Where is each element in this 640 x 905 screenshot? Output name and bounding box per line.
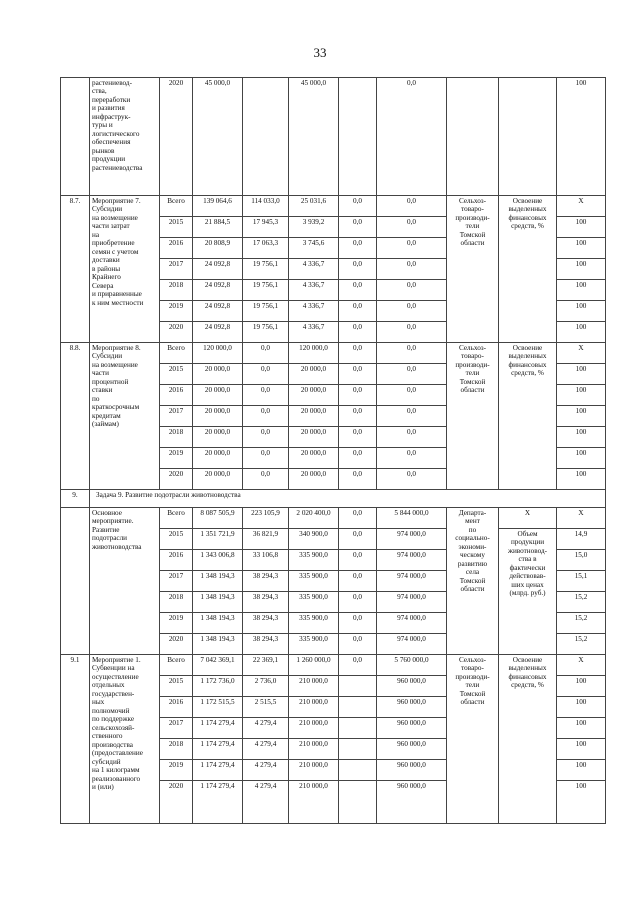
row-number: 8.8.	[61, 343, 90, 490]
cell-local: 0,0	[339, 259, 377, 280]
cell-value: 100	[557, 739, 606, 760]
cell-extra: 960 000,0	[377, 760, 447, 781]
cell-regional: 210 000,0	[289, 718, 339, 739]
cell-federal: 4 279,4	[243, 739, 289, 760]
cell-extra: 0,0	[377, 322, 447, 343]
cell-total: 24 092,8	[193, 259, 243, 280]
cell-total: 24 092,8	[193, 322, 243, 343]
cell-extra: 0,0	[377, 259, 447, 280]
cell-regional: 20 000,0	[289, 385, 339, 406]
cell-value: X	[557, 508, 606, 529]
cell-value: 100	[557, 469, 606, 490]
indicator: Освоение выделенных финансовых средств, %	[499, 655, 557, 824]
cell-regional: 210 000,0	[289, 781, 339, 824]
cell-extra: 0,0	[377, 406, 447, 427]
cell-federal: 38 294,3	[243, 592, 289, 613]
cell-total: 7 042 369,1	[193, 655, 243, 676]
cell-regional: 210 000,0	[289, 760, 339, 781]
cell-year: 2019	[160, 301, 193, 322]
cell-year: 2018	[160, 739, 193, 760]
cell-extra: 0,0	[377, 364, 447, 385]
cell-year: 2020	[160, 322, 193, 343]
task-row	[61, 490, 606, 508]
cell-year: 2015	[160, 529, 193, 550]
cell-total: 20 000,0	[193, 364, 243, 385]
cell-federal: 0,0	[243, 469, 289, 490]
cell-total: 20 000,0	[193, 406, 243, 427]
cell-local: 0,0	[339, 550, 377, 571]
cell-regional: 45 000,0	[289, 78, 339, 196]
cell-local: 0,0	[339, 406, 377, 427]
cell-total: 139 064,6	[193, 196, 243, 217]
event-name: Основное мероприятие. Развитие подотрасли животноводства	[90, 508, 160, 655]
event-name: Мероприятие 1. Субвенции на осуществление отдельных государствен- ных полномочий по поддержке сельскохозяй- ственного производства (предоставление субсидий на 1 килограмм реализованного и (или)	[90, 655, 160, 824]
cell-year: 2020	[160, 78, 193, 196]
cell-value: X	[557, 343, 606, 364]
cell-value: 100	[557, 78, 606, 196]
executor	[447, 78, 499, 196]
cell-year: 2017	[160, 259, 193, 280]
cell-total: 20 000,0	[193, 427, 243, 448]
cell-total: 24 092,8	[193, 301, 243, 322]
cell-extra: 0,0	[377, 280, 447, 301]
cell-total: 20 000,0	[193, 469, 243, 490]
task-title: Задача 9. Развитие подотрасли животноводства	[90, 490, 606, 508]
cell-year: Всего	[160, 655, 193, 676]
cell-year: 2017	[160, 718, 193, 739]
indicator-top: X	[499, 508, 557, 529]
cell-regional: 4 336,7	[289, 280, 339, 301]
cell-regional: 20 000,0	[289, 427, 339, 448]
cell-federal: 38 294,3	[243, 571, 289, 592]
cell-extra: 974 000,0	[377, 571, 447, 592]
cell-total: 1 174 279,4	[193, 718, 243, 739]
cell-federal: 0,0	[243, 385, 289, 406]
cell-regional: 20 000,0	[289, 469, 339, 490]
cell-local: 0,0	[339, 592, 377, 613]
cell-total: 1 351 721,9	[193, 529, 243, 550]
indicator: Освоение выделенных финансовых средств, %	[499, 343, 557, 490]
cell-federal: 0,0	[243, 448, 289, 469]
cell-local	[339, 781, 377, 824]
cell-extra: 974 000,0	[377, 634, 447, 655]
cell-regional: 3 939,2	[289, 217, 339, 238]
cell-federal: 36 821,9	[243, 529, 289, 550]
cell-extra: 960 000,0	[377, 739, 447, 760]
cell-total: 45 000,0	[193, 78, 243, 196]
cell-federal: 33 106,8	[243, 550, 289, 571]
cell-federal: 22 369,1	[243, 655, 289, 676]
cell-federal: 4 279,4	[243, 760, 289, 781]
cell-value: 100	[557, 259, 606, 280]
cell-value: 15,1	[557, 571, 606, 592]
cell-regional: 335 900,0	[289, 613, 339, 634]
cell-extra: 0,0	[377, 469, 447, 490]
cell-year: 2019	[160, 613, 193, 634]
cell-local	[339, 676, 377, 697]
cell-value: 100	[557, 676, 606, 697]
cell-federal: 17 063,3	[243, 238, 289, 259]
cell-year: 2016	[160, 385, 193, 406]
cell-year: 2019	[160, 760, 193, 781]
budget-table	[60, 77, 606, 824]
cell-year: 2015	[160, 217, 193, 238]
cell-total: 1 172 515,5	[193, 697, 243, 718]
cell-extra: 0,0	[377, 385, 447, 406]
cell-federal: 0,0	[243, 406, 289, 427]
row-number: 8.7.	[61, 196, 90, 343]
cell-value: 100	[557, 781, 606, 824]
cell-total: 1 172 736,0	[193, 676, 243, 697]
executor: Сельхоз- товаро- производи- тели Томской области	[447, 343, 499, 490]
cell-year: 2018	[160, 427, 193, 448]
cell-value: 15,2	[557, 592, 606, 613]
cell-regional: 20 000,0	[289, 406, 339, 427]
cell-total: 20 808,9	[193, 238, 243, 259]
cell-year: 2020	[160, 634, 193, 655]
cell-regional: 335 900,0	[289, 634, 339, 655]
cell-regional: 210 000,0	[289, 676, 339, 697]
cell-local: 0,0	[339, 196, 377, 217]
cell-regional: 210 000,0	[289, 697, 339, 718]
cell-year: 2019	[160, 448, 193, 469]
cell-value: 100	[557, 238, 606, 259]
cell-extra: 974 000,0	[377, 613, 447, 634]
cell-local: 0,0	[339, 217, 377, 238]
cell-local: 0,0	[339, 322, 377, 343]
cell-local	[339, 697, 377, 718]
cell-year: Всего	[160, 343, 193, 364]
cell-regional: 1 260 000,0	[289, 655, 339, 676]
cell-year: Всего	[160, 196, 193, 217]
cell-total: 1 174 279,4	[193, 781, 243, 824]
cell-year: 2015	[160, 676, 193, 697]
cell-value: 100	[557, 448, 606, 469]
cell-value: 100	[557, 280, 606, 301]
row-number	[61, 78, 90, 196]
cell-regional: 20 000,0	[289, 364, 339, 385]
cell-value: 100	[557, 385, 606, 406]
cell-local: 0,0	[339, 469, 377, 490]
cell-extra: 0,0	[377, 78, 447, 196]
cell-extra: 0,0	[377, 238, 447, 259]
cell-federal: 2 515,5	[243, 697, 289, 718]
cell-extra: 0,0	[377, 448, 447, 469]
cell-year: 2020	[160, 469, 193, 490]
executor: Сельхоз- товаро- производи- тели Томской области	[447, 655, 499, 824]
cell-total: 8 087 505,9	[193, 508, 243, 529]
cell-local	[339, 78, 377, 196]
cell-federal: 114 033,0	[243, 196, 289, 217]
cell-federal: 2 736,0	[243, 676, 289, 697]
cell-year: 2016	[160, 697, 193, 718]
cell-regional: 3 745,6	[289, 238, 339, 259]
table-row	[61, 78, 606, 196]
indicator	[499, 78, 557, 196]
cell-federal: 0,0	[243, 343, 289, 364]
cell-value: X	[557, 655, 606, 676]
cell-local: 0,0	[339, 448, 377, 469]
cell-total: 20 000,0	[193, 448, 243, 469]
cell-value: X	[557, 196, 606, 217]
cell-federal: 223 105,9	[243, 508, 289, 529]
cell-local: 0,0	[339, 613, 377, 634]
page-number: 33	[313, 45, 327, 60]
cell-year: 2016	[160, 238, 193, 259]
cell-total: 1 348 194,3	[193, 571, 243, 592]
cell-total: 1 348 194,3	[193, 634, 243, 655]
cell-regional: 335 900,0	[289, 592, 339, 613]
cell-total: 24 092,8	[193, 280, 243, 301]
cell-regional: 25 031,6	[289, 196, 339, 217]
cell-extra: 960 000,0	[377, 697, 447, 718]
cell-local: 0,0	[339, 634, 377, 655]
cell-value: 100	[557, 427, 606, 448]
cell-federal: 4 279,4	[243, 781, 289, 824]
cell-total: 21 884,5	[193, 217, 243, 238]
indicator: Освоение выделенных финансовых средств, %	[499, 196, 557, 343]
table-row	[61, 343, 606, 364]
cell-value: 100	[557, 322, 606, 343]
cell-local	[339, 739, 377, 760]
cell-federal: 19 756,1	[243, 280, 289, 301]
cell-federal: 0,0	[243, 427, 289, 448]
cell-value: 100	[557, 301, 606, 322]
cell-local: 0,0	[339, 238, 377, 259]
cell-total: 1 174 279,4	[193, 739, 243, 760]
row-number: 9.	[61, 490, 90, 508]
table-row	[61, 655, 606, 676]
row-number: 9.1	[61, 655, 90, 824]
cell-federal: 19 756,1	[243, 301, 289, 322]
executor: Сельхоз- товаро- производи- тели Томской области	[447, 196, 499, 343]
cell-regional: 340 900,0	[289, 529, 339, 550]
cell-extra: 960 000,0	[377, 718, 447, 739]
event-name: растениевод- ства, переработки и развития инфраструк- туры и логистического обеспечения рынков продукции растениеводства	[90, 78, 160, 196]
table-row	[61, 196, 606, 217]
cell-total: 1 343 006,8	[193, 550, 243, 571]
cell-extra: 960 000,0	[377, 781, 447, 824]
cell-federal: 0,0	[243, 364, 289, 385]
cell-regional: 4 336,7	[289, 301, 339, 322]
cell-value: 15,2	[557, 634, 606, 655]
indicator: Объем продукции животновод- ства в фактически действовав- ших ценах (млрд. руб.)	[499, 529, 557, 655]
cell-value: 14,9	[557, 529, 606, 550]
cell-year: 2018	[160, 280, 193, 301]
cell-local	[339, 718, 377, 739]
cell-year: 2017	[160, 571, 193, 592]
cell-total: 1 174 279,4	[193, 760, 243, 781]
cell-extra: 974 000,0	[377, 550, 447, 571]
cell-regional: 2 020 400,0	[289, 508, 339, 529]
cell-local: 0,0	[339, 385, 377, 406]
cell-extra: 0,0	[377, 427, 447, 448]
cell-regional: 4 336,7	[289, 322, 339, 343]
row-number	[61, 508, 90, 655]
cell-federal: 19 756,1	[243, 259, 289, 280]
cell-extra: 0,0	[377, 196, 447, 217]
cell-local: 0,0	[339, 301, 377, 322]
cell-value: 100	[557, 760, 606, 781]
cell-federal	[243, 78, 289, 196]
cell-value: 100	[557, 718, 606, 739]
cell-regional: 120 000,0	[289, 343, 339, 364]
cell-local: 0,0	[339, 427, 377, 448]
cell-value: 100	[557, 697, 606, 718]
cell-regional: 335 900,0	[289, 571, 339, 592]
cell-local: 0,0	[339, 364, 377, 385]
cell-extra: 0,0	[377, 217, 447, 238]
cell-value: 15,2	[557, 613, 606, 634]
cell-total: 1 348 194,3	[193, 613, 243, 634]
cell-total: 20 000,0	[193, 385, 243, 406]
cell-extra: 974 000,0	[377, 529, 447, 550]
cell-value: 100	[557, 364, 606, 385]
cell-extra: 974 000,0	[377, 592, 447, 613]
cell-federal: 4 279,4	[243, 718, 289, 739]
cell-regional: 210 000,0	[289, 739, 339, 760]
cell-extra: 5 760 000,0	[377, 655, 447, 676]
event-name: Мероприятие 8. Субсидии на возмещение части процентной ставки по краткосрочным кредитам (займам)	[90, 343, 160, 490]
cell-extra: 5 844 000,0	[377, 508, 447, 529]
cell-year: 2020	[160, 781, 193, 824]
table-row	[61, 508, 606, 529]
cell-value: 15,0	[557, 550, 606, 571]
cell-local: 0,0	[339, 280, 377, 301]
cell-local: 0,0	[339, 508, 377, 529]
cell-extra: 960 000,0	[377, 676, 447, 697]
cell-federal: 19 756,1	[243, 322, 289, 343]
cell-year: Всего	[160, 508, 193, 529]
cell-year: 2017	[160, 406, 193, 427]
cell-regional: 4 336,7	[289, 259, 339, 280]
cell-local: 0,0	[339, 529, 377, 550]
event-name: Мероприятие 7. Субсидии на возмещение части затрат на приобретение семян с учетом доставки в районы Крайнего Севера и приравненные к ним местности	[90, 196, 160, 343]
cell-total: 120 000,0	[193, 343, 243, 364]
cell-local: 0,0	[339, 343, 377, 364]
cell-federal: 38 294,3	[243, 613, 289, 634]
cell-total: 1 348 194,3	[193, 592, 243, 613]
cell-local: 0,0	[339, 655, 377, 676]
cell-extra: 0,0	[377, 343, 447, 364]
cell-value: 100	[557, 406, 606, 427]
cell-year: 2018	[160, 592, 193, 613]
cell-year: 2016	[160, 550, 193, 571]
cell-federal: 17 945,3	[243, 217, 289, 238]
cell-regional: 335 900,0	[289, 550, 339, 571]
cell-value: 100	[557, 217, 606, 238]
cell-extra: 0,0	[377, 301, 447, 322]
executor: Департа- мент по социально- экономи- ческому развитию села Томской области	[447, 508, 499, 655]
cell-local: 0,0	[339, 571, 377, 592]
cell-federal: 38 294,3	[243, 634, 289, 655]
cell-local	[339, 760, 377, 781]
cell-regional: 20 000,0	[289, 448, 339, 469]
cell-year: 2015	[160, 364, 193, 385]
